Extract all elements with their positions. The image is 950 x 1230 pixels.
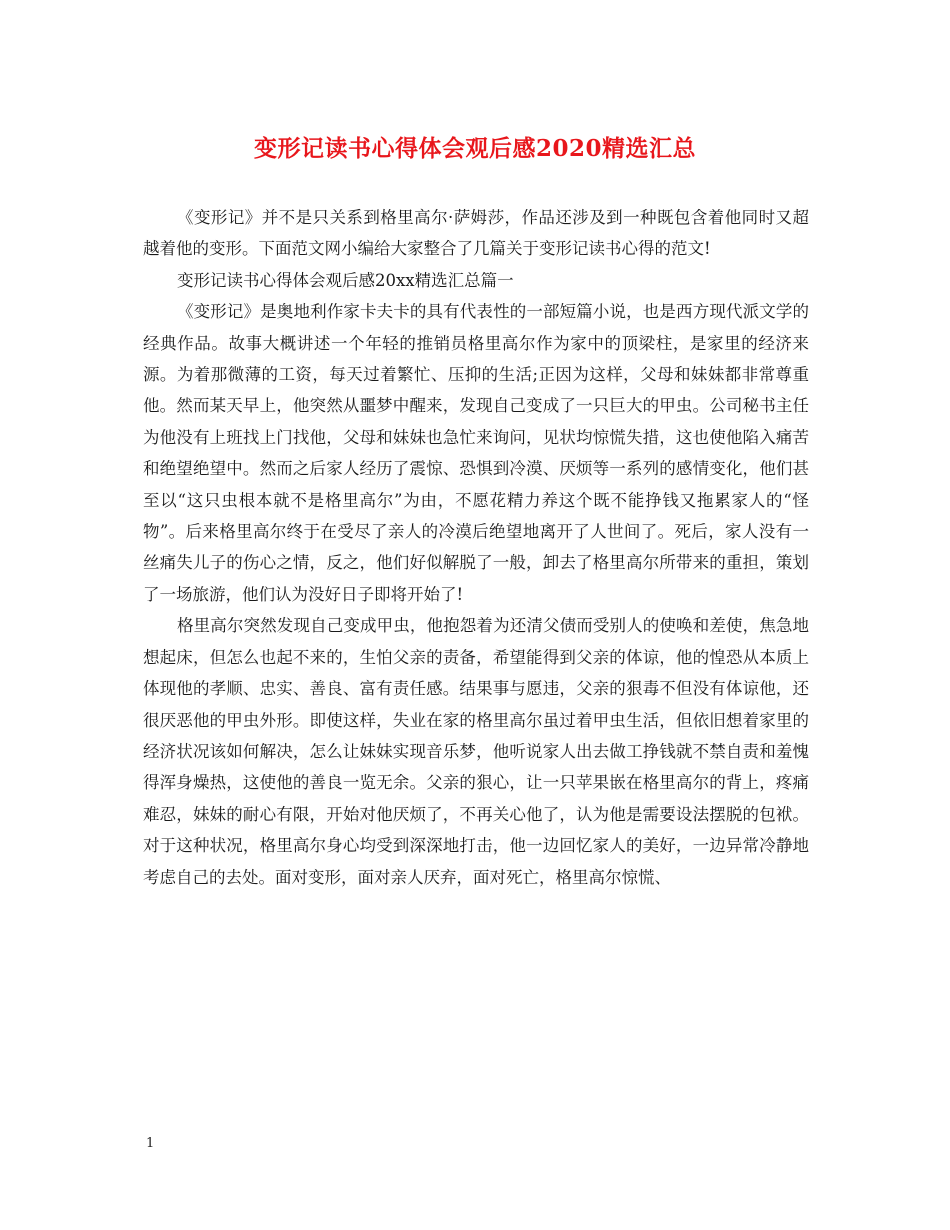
- body-paragraph: 格里高尔突然发现自己变成甲虫，他抱怨着为还清父债而受别人的使唤和差使，焦急地想起床，但怎么也起不来的，生怕父亲的责备，希望能得到父亲的体谅，他的惶恐从本质上体现他的孝顺、忠实、善良、富有责任感。结果事与愿违，父亲的狠毒不但没有体谅他，还很厌恶他的甲虫外形。即使这样，失业在家的格里高尔虽过着甲虫生活，但依旧想着家里的经济状况该如何解决，怎么让妹妹实现音乐梦，他听说家人出去做工挣钱就不禁自责和羞愧得浑身燥热，这使他的善良一览无余。父亲的狠心，让一只苹果嵌在格里高尔的背上，疼痛难忍，妹妹的耐心有限，开始对他厌烦了，不再关心他了，认为他是需要设法摆脱的包袱。对于这种状况，格里高尔身心均受到深深地打击，他一边回忆家人的美好，一边异常冷静地考虑自己的去处。面对变形，面对亲人厌弃，面对死亡，格里高尔惊慌、: [143, 616, 809, 887]
- section-heading: 变形记读书心得体会观后感20xx精选汇总篇一: [177, 270, 514, 290]
- page-number: 1: [146, 1136, 155, 1151]
- document-title: 变形记读书心得体会观后感2020精选汇总: [253, 135, 696, 162]
- body-paragraph: 《变形记》是奥地利作家卡夫卡的具有代表性的一部短篇小说，也是西方现代派文学的经典作品。故事大概讲述一个年轻的推销员格里高尔作为家中的顶梁柱，是家里的经济来源。为着那微薄的工资，每天过着繁忙、压抑的生活;正因为这样，父母和妹妹都非常尊重他。然而某天早上，他突然从噩梦中醒来，发现自己变成了一只巨大的甲虫。公司秘书主任为他没有上班找上门找他，父母和妹妹也急忙来询问，见状均惊慌失措，这也使他陷入痛苦和绝望绝望中。然而之后家人经历了震惊、恐惧到冷漠、厌烦等一系列的感情变化，他们甚至以“这只虫根本就不是格里高尔”为由，不愿花精力养这个既不能挣钱又拖累家人的“怪物”。后来格里高尔终于在受尽了亲人的冷漠后绝望地离开了人世间了。死后，家人没有一丝痛失儿子的伤心之情，反之，他们好似解脱了一般，卸去了格里高尔所带来的重担，策划了一场旅游，他们认为没好日子即将开始了!: [143, 302, 809, 604]
- intro-paragraph: 《变形记》并不是只关系到格里高尔·萨姆莎，作品还涉及到一种既包含着他同时又超越着他的变形。下面范文网小编给大家整合了几篇关于变形记读书心得的范文!: [143, 208, 809, 259]
- document-body: [143, 202, 809, 893]
